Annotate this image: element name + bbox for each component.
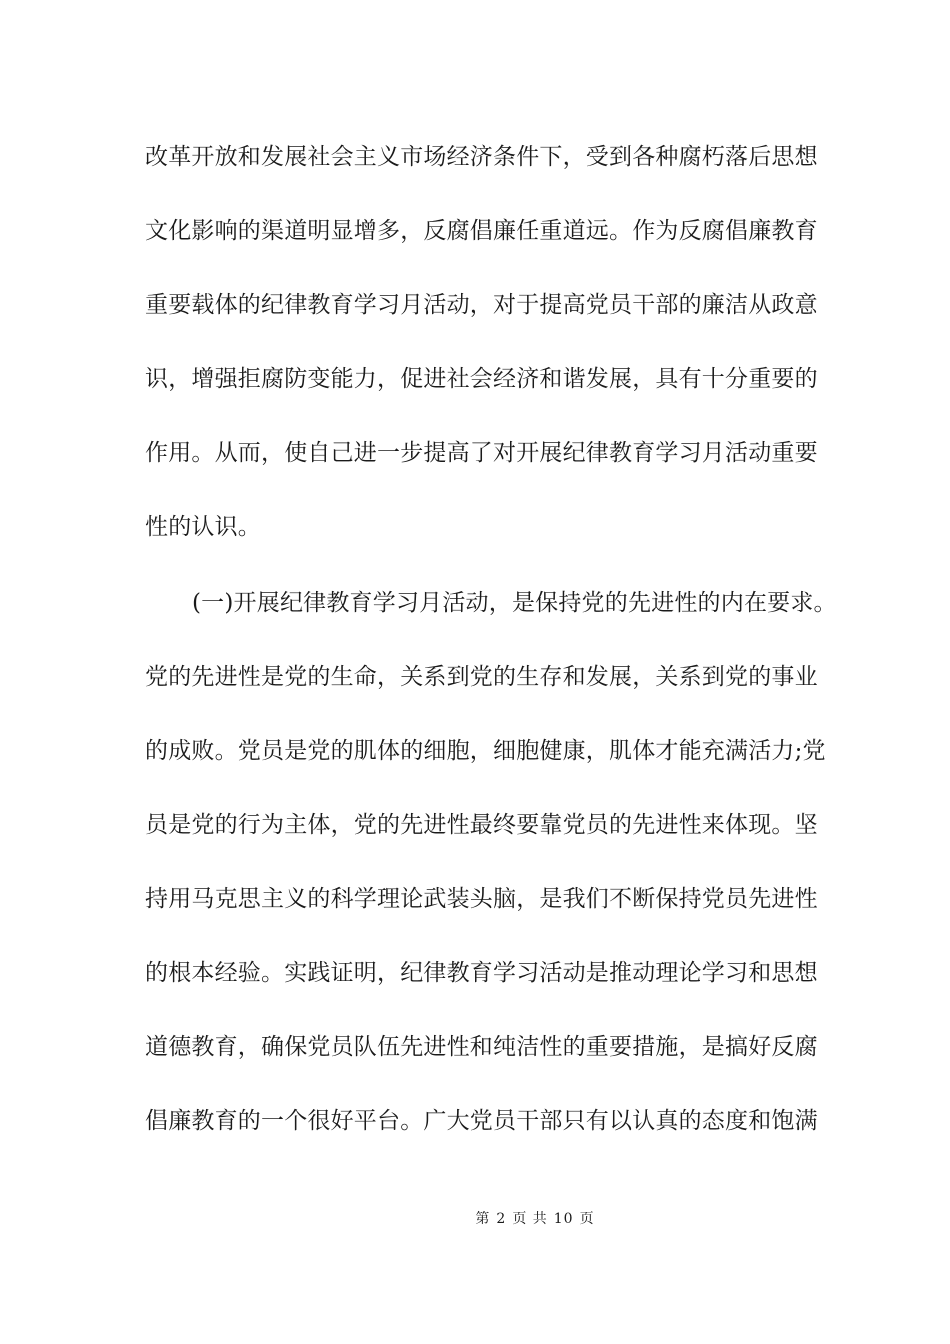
text-line-13: 道德教育，确保党员队伍先进性和纯洁性的重要措施，是搞好反腐 bbox=[145, 1034, 818, 1060]
section-heading-line: (一)开展纪律教育学习月活动，是保持党的先进性的内在要求。 bbox=[192, 590, 837, 616]
text-line-11: 持用马克思主义的科学理论武装头脑，是我们不断保持党员先进性 bbox=[145, 886, 818, 912]
page-footer bbox=[0, 1208, 950, 1228]
text-line-2: 文化影响的渠道明显增多，反腐倡廉任重道远。作为反腐倡廉教育 bbox=[145, 218, 818, 244]
footer-total-pages: 10 bbox=[553, 1211, 574, 1227]
text-line-12: 的根本经验。实践证明，纪律教育学习活动是推动理论学习和思想 bbox=[145, 960, 818, 986]
text-line-1: 改革开放和发展社会主义市场经济条件下，受到各种腐朽落后思想 bbox=[145, 144, 818, 170]
text-line-6: 性的认识。 bbox=[145, 514, 261, 540]
footer-page-number: 2 bbox=[496, 1211, 507, 1227]
footer-middle: 页 共 bbox=[512, 1211, 548, 1227]
text-line-5: 作用。从而，使自己进一步提高了对开展纪律教育学习月活动重要 bbox=[145, 440, 818, 466]
footer-suffix: 页 bbox=[579, 1211, 595, 1227]
footer-prefix: 第 bbox=[475, 1211, 491, 1227]
text-line-4: 识，增强拒腐防变能力，促进社会经济和谐发展，具有十分重要的 bbox=[145, 366, 818, 392]
text-line-9: 的成败。党员是党的肌体的细胞，细胞健康，肌体才能充满活力;党 bbox=[145, 738, 826, 764]
text-line-14: 倡廉教育的一个很好平台。广大党员干部只有以认真的态度和饱满 bbox=[145, 1108, 818, 1134]
text-line-8: 党的先进性是党的生命，关系到党的生存和发展，关系到党的事业 bbox=[145, 664, 818, 690]
text-line-3: 重要载体的纪律教育学习月活动，对于提高党员干部的廉洁从政意 bbox=[145, 292, 818, 318]
text-line-10: 员是党的行为主体，党的先进性最终要靠党员的先进性来体现。坚 bbox=[145, 812, 818, 838]
